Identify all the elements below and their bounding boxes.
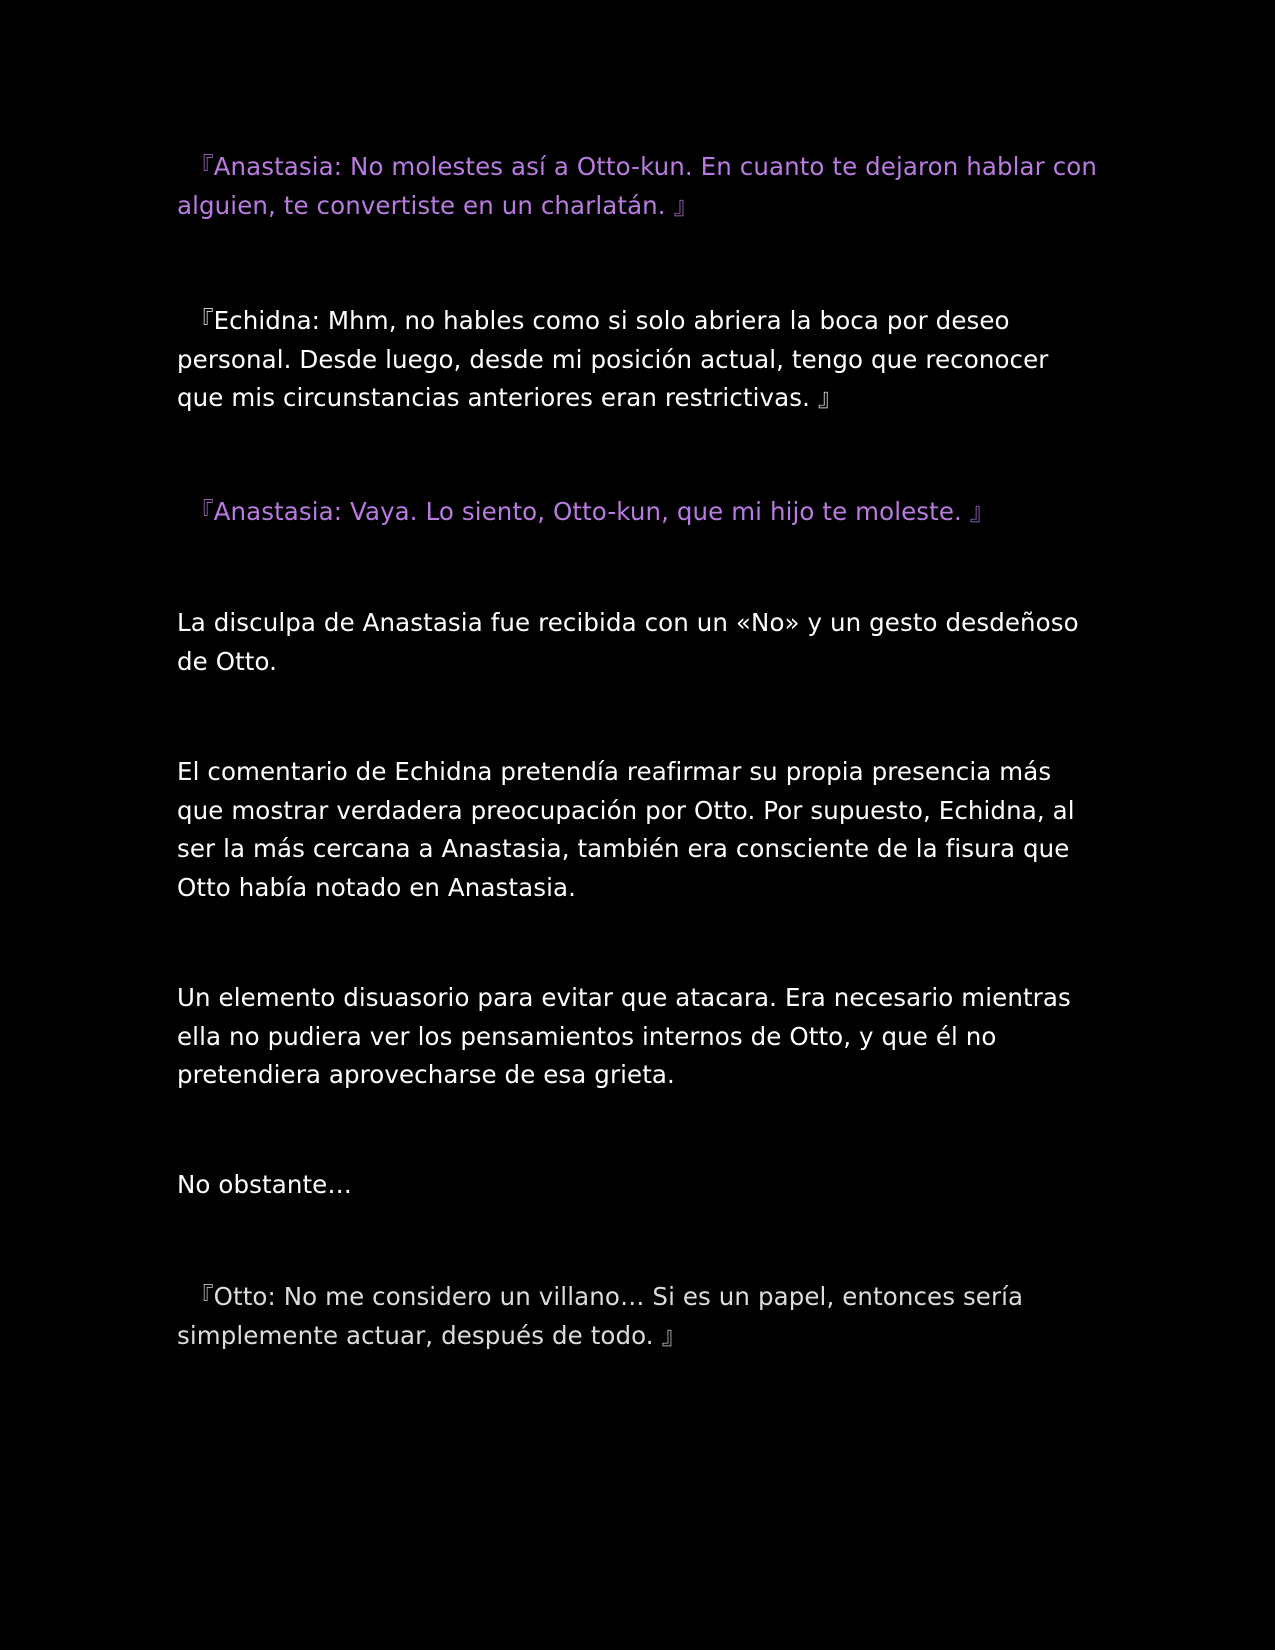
dialogue-otto [177,1278,1097,1355]
narration-paragraph-2: El comentario de Echidna pretendía reafirmar su propia presencia más que mostrar verdadera preocupación por Otto. Por supuesto, Echidna, al ser la más cercana a Anastasia, también era consciente de la fisura que Otto había notado en Anastasia. [177,757,1075,902]
narration-paragraph-3: Un elemento disuasorio para evitar que atacara. Era necesario mientras ella no pudiera ver los pensamientos internos de Otto, y que él no pretendiera aprovecharse de esa grieta. [177,983,1071,1089]
dialogue-anastasia-2 [177,493,1097,532]
narration-paragraph-4: No obstante… [177,1170,352,1199]
dialogue-echidna [177,302,1097,418]
dialogue-text: 『Otto: No me considero un villano… Si es un papel, entonces sería simplemente actuar, después de todo. 』 [177,1282,1024,1350]
dialogue-text: 『Echidna: Mhm, no hables como si solo abriera la boca por deseo personal. Desde luego, desde mi posición actual, tengo que reconocer que mis circunstancias anteriores eran restrictivas. 』 [177,306,1049,412]
dialogue-text: 『Anastasia: No molestes así a Otto-kun. En cuanto te dejaron hablar con alguien, te convertiste en un charlatán. 』 [177,152,1098,220]
narration-paragraph-1: La disculpa de Anastasia fue recibida con un «No» y un gesto desdeñoso de Otto. [177,608,1079,676]
dialogue-text: 『Anastasia: Vaya. Lo siento, Otto-kun, que mi hijo te moleste. 』 [189,497,995,526]
dialogue-anastasia-1 [177,148,1097,225]
